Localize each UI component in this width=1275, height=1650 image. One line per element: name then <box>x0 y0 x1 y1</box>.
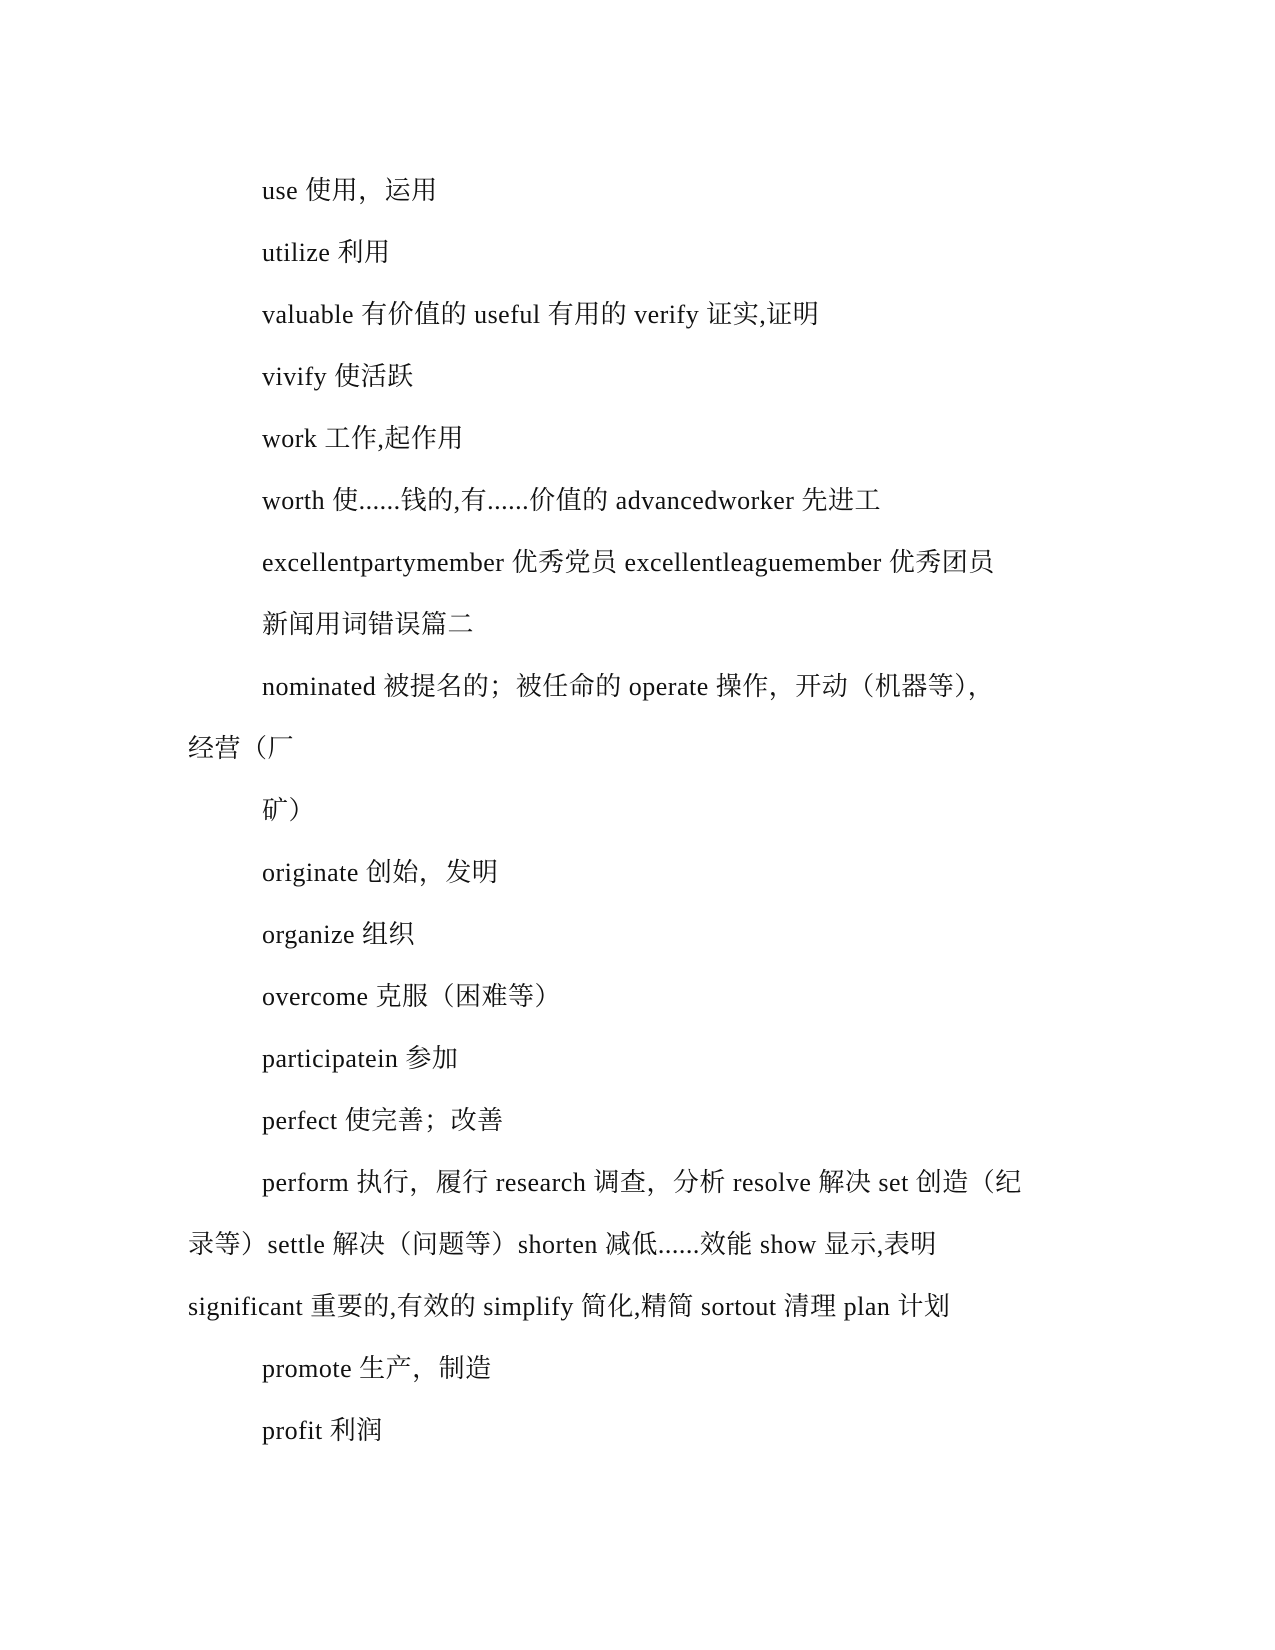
paragraph-line: vivify 使活跃 <box>262 362 414 391</box>
paragraph-line-continued: significant 重要的,有效的 simplify 简化,精简 sortout 清理 plan 计划 <box>188 1292 951 1321</box>
paragraph-line: use 使用，运用 <box>262 176 438 205</box>
paragraph-line: originate 创始，发明 <box>262 858 499 887</box>
paragraph-line: nominated 被提名的；被任命的 operate 操作，开动（机器等）， <box>262 672 995 701</box>
paragraph-line-continued: 经营（厂 <box>188 734 295 763</box>
document-body <box>188 160 1088 1462</box>
section-heading: 新闻用词错误篇二 <box>262 610 475 639</box>
paragraph-line: worth 使......钱的,有......价值的 advancedworker 先进工 <box>262 486 881 515</box>
paragraph-line: excellentpartymember 优秀党员 excellentleaguemember 优秀团员 <box>262 548 995 577</box>
paragraph-line: promote 生产，制造 <box>262 1354 492 1383</box>
paragraph-line: utilize 利用 <box>262 238 391 267</box>
paragraph-line: perfect 使完善；改善 <box>262 1106 504 1135</box>
paragraph-line: profit 利润 <box>262 1416 383 1445</box>
paragraph-line: 矿） <box>262 796 316 825</box>
paragraph-line-continued: 录等）settle 解决（问题等）shorten 减低......效能 show 显示,表明 <box>188 1230 937 1259</box>
paragraph-line: work 工作,起作用 <box>262 424 464 453</box>
paragraph-line: overcome 克服（困难等） <box>262 982 562 1011</box>
paragraph-line: participatein 参加 <box>262 1044 459 1073</box>
paragraph-line: perform 执行，履行 research 调查，分析 resolve 解决 set 创造（纪 <box>262 1168 1022 1197</box>
paragraph-line: organize 组织 <box>262 920 416 949</box>
paragraph-line: valuable 有价值的 useful 有用的 verify 证实,证明 <box>262 300 820 329</box>
